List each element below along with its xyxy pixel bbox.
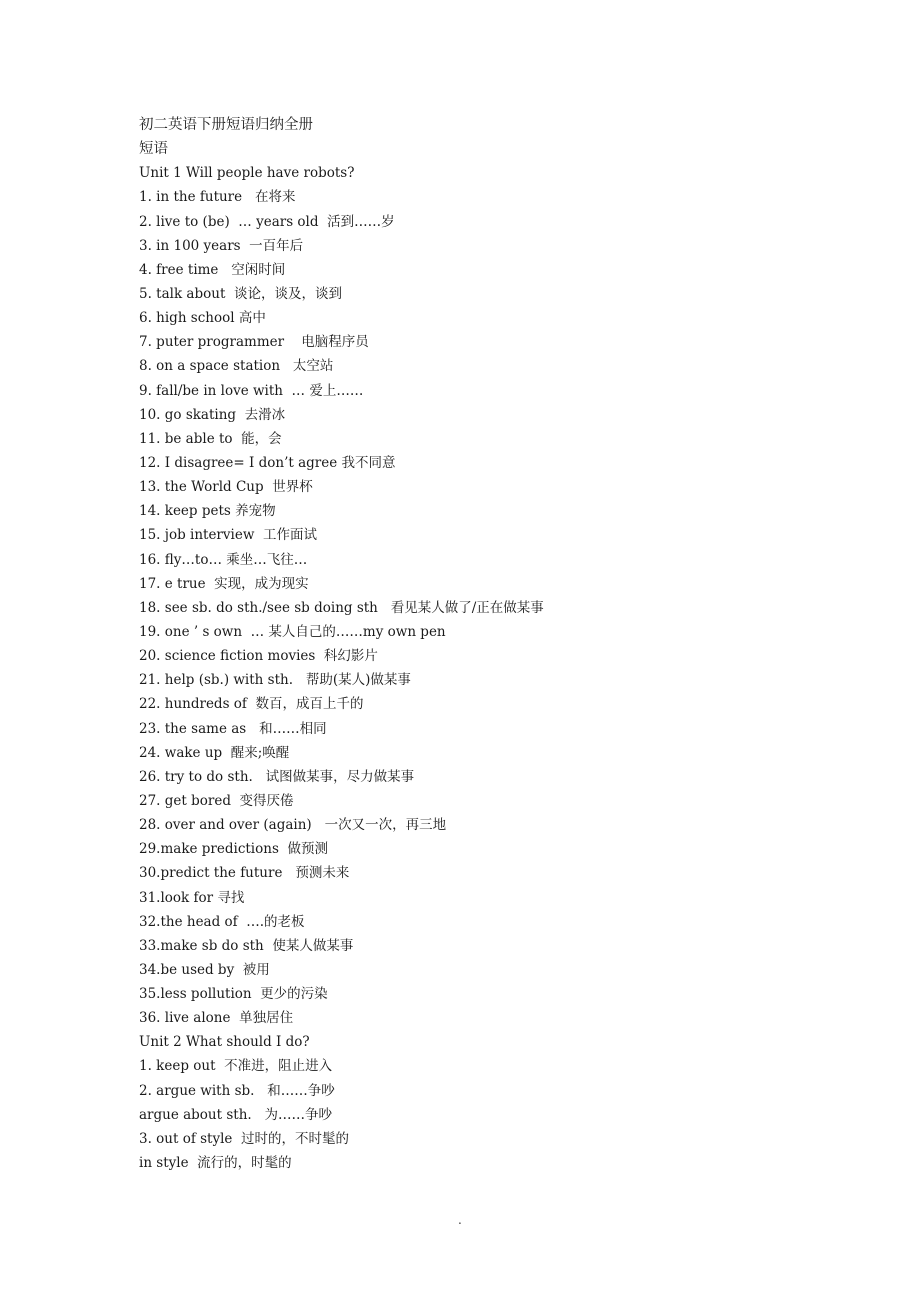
- phrase-item: 14. keep pets 养宠物: [139, 503, 276, 520]
- phrase-item: 27. get bored 变得厌倦: [139, 792, 294, 809]
- phrase-item: 13. the World Cup 世界杯: [139, 479, 313, 496]
- document-title: 初二英语下册短语归纳全册: [139, 117, 313, 133]
- phrase-item: 10. go skating 去滑冰: [139, 406, 286, 423]
- phrase-item: 3. in 100 years 一百年后: [139, 237, 304, 254]
- phrase-item: 5. talk about 谈论，谈及，谈到: [139, 285, 342, 302]
- document-body: [139, 113, 839, 1175]
- phrase-item: 3. out of style 过时的，不时髦的: [139, 1130, 349, 1147]
- phrase-item: 4. free time 空闲时间: [139, 261, 286, 278]
- phrase-item: 9. fall/be in love with … 爱上……: [139, 382, 364, 399]
- phrase-item: 34.be used by 被用: [139, 961, 270, 978]
- phrase-item: argue about sth. 为……争吵: [139, 1106, 333, 1123]
- phrase-item: 22. hundreds of 数百，成百上千的: [139, 696, 364, 713]
- phrase-item: 28. over and over (again) 一次又一次，再三地: [139, 817, 447, 834]
- section-label: 短语: [139, 141, 168, 158]
- phrase-item: 23. the same as 和……相同: [139, 720, 327, 737]
- phrase-item: in style 流行的，时髦的: [139, 1155, 292, 1172]
- phrase-item: 17. e true 实现，成为现实: [139, 575, 309, 592]
- phrase-item: 1. in the future 在将来: [139, 189, 296, 206]
- phrase-item: 36. live alone 单独居住: [139, 1010, 294, 1027]
- phrase-item: 19. one ’ s own … 某人自己的……my own pen: [139, 623, 446, 640]
- phrase-item: 6. high school 高中: [139, 310, 266, 327]
- page-footer-mark: .: [458, 1213, 462, 1227]
- phrase-item: 29.make predictions 做预测: [139, 841, 328, 858]
- phrase-item: 30.predict the future 预测未来: [139, 865, 350, 882]
- phrase-item: 12. I disagree= I don’t agree 我不同意: [139, 454, 396, 471]
- phrase-item: 35.less pollution 更少的污染: [139, 986, 328, 1003]
- phrase-item: 8. on a space station 太空站: [139, 358, 334, 375]
- phrase-item: 15. job interview 工作面试: [139, 527, 317, 544]
- phrase-item: 16. fly…to… 乘坐…飞往…: [139, 551, 308, 568]
- phrase-item: 1. keep out 不准进，阻止进入: [139, 1058, 333, 1075]
- phrase-item: 2. live to (be) … years old 活到……岁: [139, 213, 395, 230]
- unit2-heading: Unit 2 What should I do?: [139, 1034, 310, 1051]
- phrase-item: 24. wake up 醒来;唤醒: [139, 744, 290, 761]
- phrase-item: 18. see sb. do sth./see sb doing sth 看见某人做了/正在做某事: [139, 599, 544, 616]
- phrase-item: 32.the head of ….的老板: [139, 913, 305, 930]
- phrase-item: 31.look for 寻找: [139, 889, 245, 906]
- phrase-item: 26. try to do sth. 试图做某事，尽力做某事: [139, 768, 415, 785]
- unit1-heading: Unit 1 Will people have robots?: [139, 165, 355, 182]
- phrase-item: 21. help (sb.) with sth. 帮助(某人)做某事: [139, 672, 411, 689]
- phrase-item: 20. science fiction movies 科幻影片: [139, 648, 378, 665]
- phrase-item: 33.make sb do sth 使某人做某事: [139, 937, 354, 954]
- phrase-item: 7. puter programmer 电脑程序员: [139, 334, 369, 351]
- phrase-item: 2. argue with sb. 和……争吵: [139, 1082, 335, 1099]
- phrase-item: 11. be able to 能，会: [139, 430, 282, 447]
